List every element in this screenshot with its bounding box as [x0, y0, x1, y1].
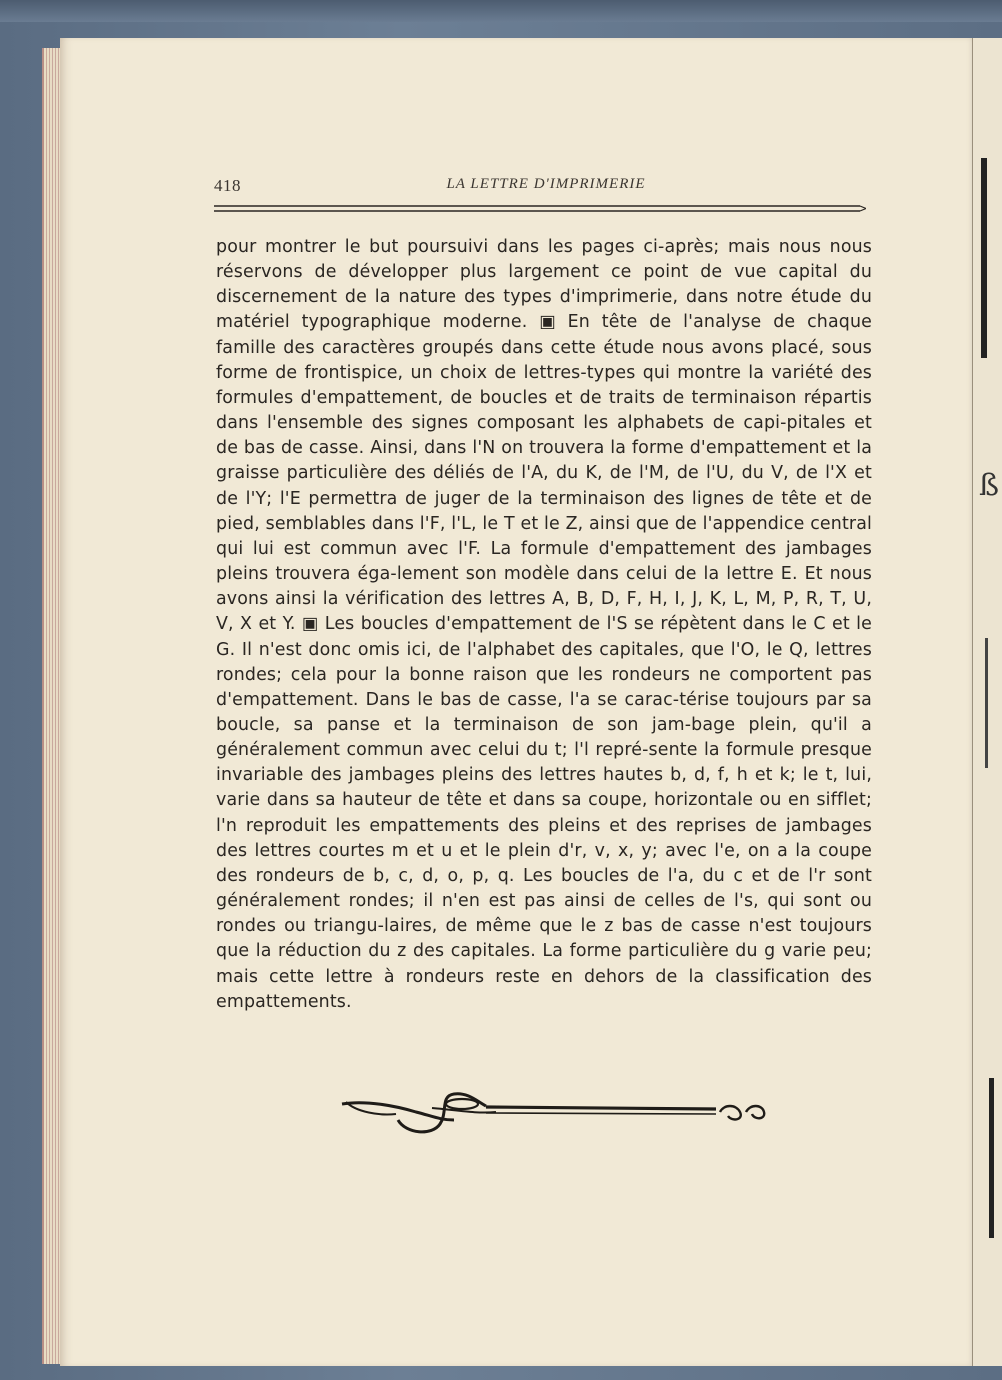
body-text — [216, 235, 872, 1015]
paragraph: pour montrer le but poursuivi dans les pages ci-après; mais nous nous réservons de développer plus largement ce point de vue capital du discernement de la nature des types d'imprimerie, dans notre étude du matériel typographique moderne. ▣ En tête de l'analyse de chaque famille des caractères groupés dans cette étude nous avons placé, sous forme de frontispice, un choix de lettres-types qui montre la variété des formules d'empattement, de boucles et de traits de terminaison répartis dans l'ensemble des signes composant les alphabets de capi-pitales et de bas de casse. Ainsi, dans l'N on trouvera la forme d'empattement et la graisse particulière des déliés de l'A, du K, de l'M, de l'U, du V, de l'X et de l'Y; l'E permettra de juger de la terminaison des lignes de tête et de pied, semblables dans l'F, l'L, le T et le Z, ainsi que de l'appendice central qui lui est commun avec l'F. La formule d'empattement des jambages pleins trouvera éga-lement son modèle dans celui de la lettre E. Et nous avons ainsi la vérification des lettres A, B, D, F, H, I, J, K, L, M, P, R, T, U, V, X et Y. ▣ Les boucles d'empattement de l'S se répètent dans le C et le G. Il n'est donc omis ici, de l'alphabet des capitales, que l'O, le Q, lettres rondes; cela pour la bonne raison que les rondeurs ne comportent pas d'empattement. Dans le bas de casse, l'a se carac-térise toujours par sa boucle, sa panse et la terminaison de son jam-bage plein, qu'il a généralement commun avec celui du t; l'l repré-sente la formule presque invariable des jambages pleins des lettres hautes b, d, f, h et k; le t, lui, varie dans sa hauteur de tête et dans sa coupe, horizontale ou en sifflet; l'n reproduit les empattements des pleins et des reprises de jambages des lettres courtes m et u et le plein d'r, v, x, y; avec l'e, on a la coupe des rondeurs de b, c, d, o, p, q. Les boucles de l'a, du c et de l'r sont généralement rondes; il n'en est pas ainsi de celles de l's, qui sont ou rondes ou triangu-laires, de même que le z bas de casse n'est toujours que la réduction du z des capitales. La forme particulière du g varie peu; mais cette lettre à rondeurs reste en dehors de la classification des empattements. — [216, 237, 872, 1012]
page-number: 418 — [214, 176, 241, 195]
cover-top-edge — [0, 0, 1002, 22]
running-title: LA LETTRE D'IMPRIMERIE — [446, 176, 646, 192]
tailpiece-ornament — [336, 1090, 776, 1140]
facing-page-glyph: ß — [979, 468, 1000, 503]
facing-page-glyph — [985, 638, 1002, 768]
header-double-rule — [214, 204, 866, 214]
facing-page-glyph — [981, 158, 1002, 358]
page-header — [214, 176, 866, 200]
facing-page-glyph — [989, 1078, 1002, 1238]
facing-page-edge — [972, 38, 1002, 1366]
